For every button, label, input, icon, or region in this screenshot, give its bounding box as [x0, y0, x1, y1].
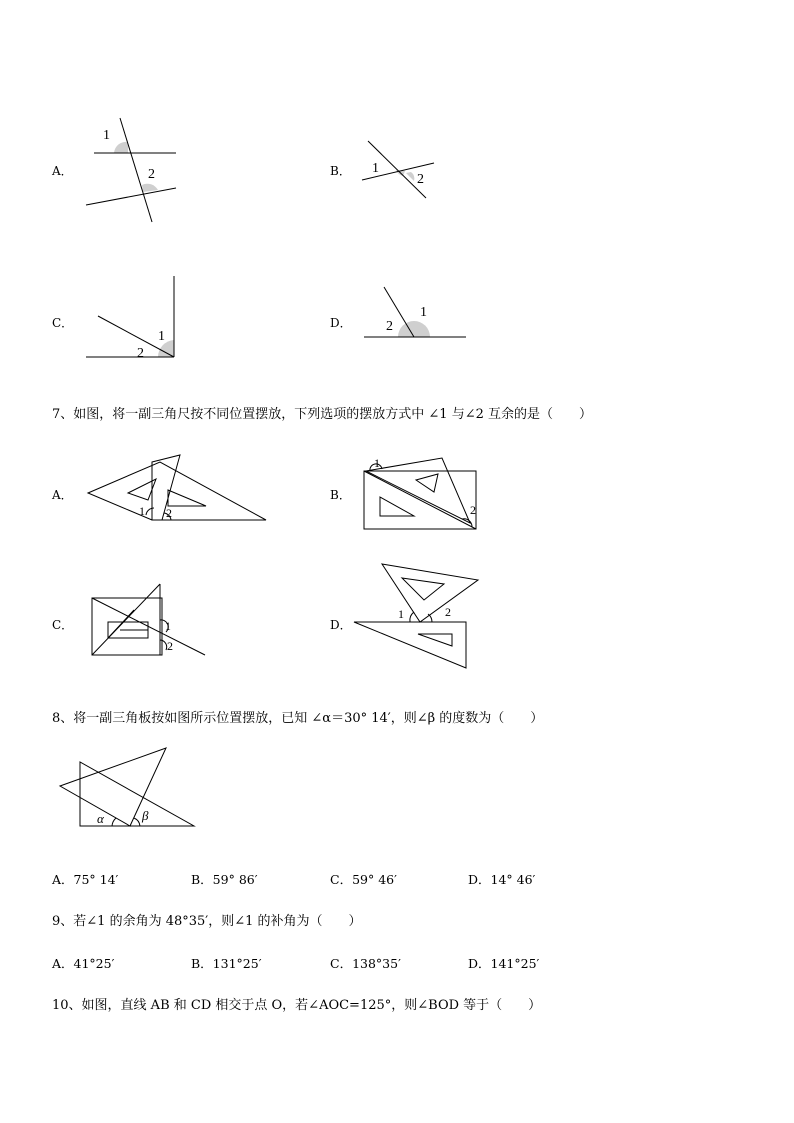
q9-option-a[interactable]: A．41°25′	[52, 956, 115, 971]
angle-label-1: 1	[158, 329, 165, 344]
q9-option-d[interactable]: D．141°25′	[468, 956, 540, 971]
angle-label-2: 2	[386, 319, 393, 334]
angle-label-1: 1	[372, 161, 379, 176]
option-letter: D．	[330, 316, 352, 330]
q8-option-a[interactable]: A．75° 14′	[52, 872, 119, 887]
angle-label-1: 1	[139, 504, 145, 518]
q8-option-c[interactable]: C．59° 46′	[330, 872, 397, 887]
option-letter: B．	[330, 488, 351, 502]
beta-label: β	[142, 808, 149, 823]
question-10-text: 10、如图，直线 AB 和 CD 相交于点 O，若∠AOC=125°，则∠BOD 等于（ ）	[52, 998, 542, 1013]
angle-label-2: 2	[167, 639, 173, 653]
angle-label-1: 1	[103, 128, 110, 143]
angle-label-1: 1	[420, 305, 427, 320]
option-letter: C．	[52, 618, 74, 632]
alpha-label: α	[97, 811, 104, 826]
option-letter: A．	[52, 488, 73, 502]
question-7-text: 7、如图，将一副三角尺按不同位置摆放，下列选项的摆放方式中 ∠1 与∠2 互余的是（ ）	[52, 407, 592, 422]
q9-option-c[interactable]: C．138°35′	[330, 956, 401, 971]
option-letter: B．	[330, 164, 351, 178]
angle-label-2: 2	[137, 346, 144, 361]
q9-option-b[interactable]: B．131°25′	[191, 956, 262, 971]
q8-option-d[interactable]: D．14° 46′	[468, 872, 536, 887]
option-letter: D．	[330, 618, 352, 632]
angle-label-2: 2	[470, 503, 476, 517]
angle-label-1: 1	[374, 456, 380, 470]
angle-label-2: 2	[417, 172, 424, 187]
question-9-text: 9、若∠1 的余角为 48°35′，则∠1 的补角为（ ）	[52, 914, 362, 929]
angle-label-1: 1	[398, 607, 404, 621]
q8-option-b[interactable]: B．59° 86′	[191, 872, 258, 887]
angle-label-2: 2	[148, 167, 155, 182]
option-letter: A．	[52, 164, 73, 178]
option-letter: C．	[52, 316, 74, 330]
question-8-text: 8、将一副三角板按如图所示位置摆放，已知 ∠α＝30° 14′，则∠β 的度数为（ ）	[52, 711, 544, 726]
angle-label-2: 2	[445, 605, 451, 619]
angle-label-1: 1	[165, 619, 171, 633]
angle-label-2: 2	[166, 506, 172, 520]
